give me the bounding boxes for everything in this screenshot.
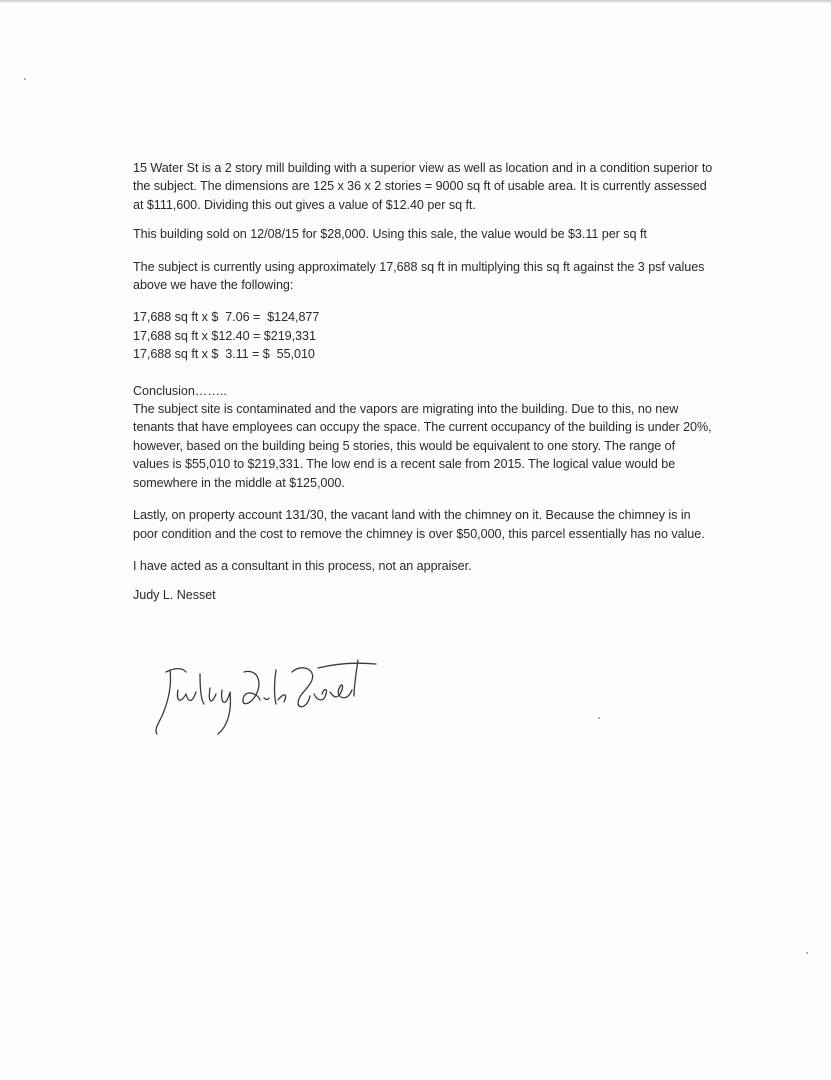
- scan-speck: [806, 952, 808, 954]
- calculation-line: 17,688 sq ft x $ 7.06 = $124,877: [133, 310, 320, 325]
- letter-body: [133, 159, 713, 605]
- signer-name: Judy L. Nesset: [133, 588, 216, 603]
- scan-speck: [24, 78, 26, 80]
- valuation-calculations: [133, 308, 713, 363]
- conclusion-heading: Conclusion……..: [133, 383, 227, 398]
- vacant-land-paragraph: Lastly, on property account 131/30, the vacant land with the chimney on it. Because the chimney is in poor condition and the cost to remove the chimney is over $50,000, this parcel essentially has no value.: [133, 508, 705, 541]
- scan-top-edge: [0, 0, 831, 3]
- comparable-property-paragraph: 15 Water St is a 2 story mill building with a superior view as well as location and in a condition superior to the subject. The dimensions are 125 x 36 x 2 stories = 9000 sq ft of usable area. It is currently assessed at $111,600. Dividing this out gives a value of $12.40 per sq ft.: [133, 161, 713, 212]
- handwritten-signature: [148, 650, 378, 745]
- subject-usage-paragraph: The subject is currently using approximately 17,688 sq ft in multiplying this sq ft against the 3 psf values above we have the following:: [133, 259, 705, 293]
- scan-speck: [598, 717, 600, 719]
- calculation-line: 17,688 sq ft x $ 3.11 = $ 55,010: [133, 347, 315, 362]
- consultant-disclaimer: I have acted as a consultant in this process, not an appraiser.: [133, 558, 472, 573]
- calculation-line: 17,688 sq ft x $12.40 = $219,331: [133, 328, 316, 343]
- conclusion-paragraph: The subject site is contaminated and the vapors are migrating into the building. Due to this, no new tenants that have employees can occupy the space. The current occupancy of the building is under 20%, however, based on the building being 5 stories, this would be equivalent to one story. The range of values is $55,010 to $219,331. The low end is a recent sale from 2015. The logical value would be somewhere in the middle at $125,000.: [133, 402, 712, 490]
- sale-paragraph: This building sold on 12/08/15 for $28,000. Using this sale, the value would be $3.11 per sq ft: [133, 227, 647, 242]
